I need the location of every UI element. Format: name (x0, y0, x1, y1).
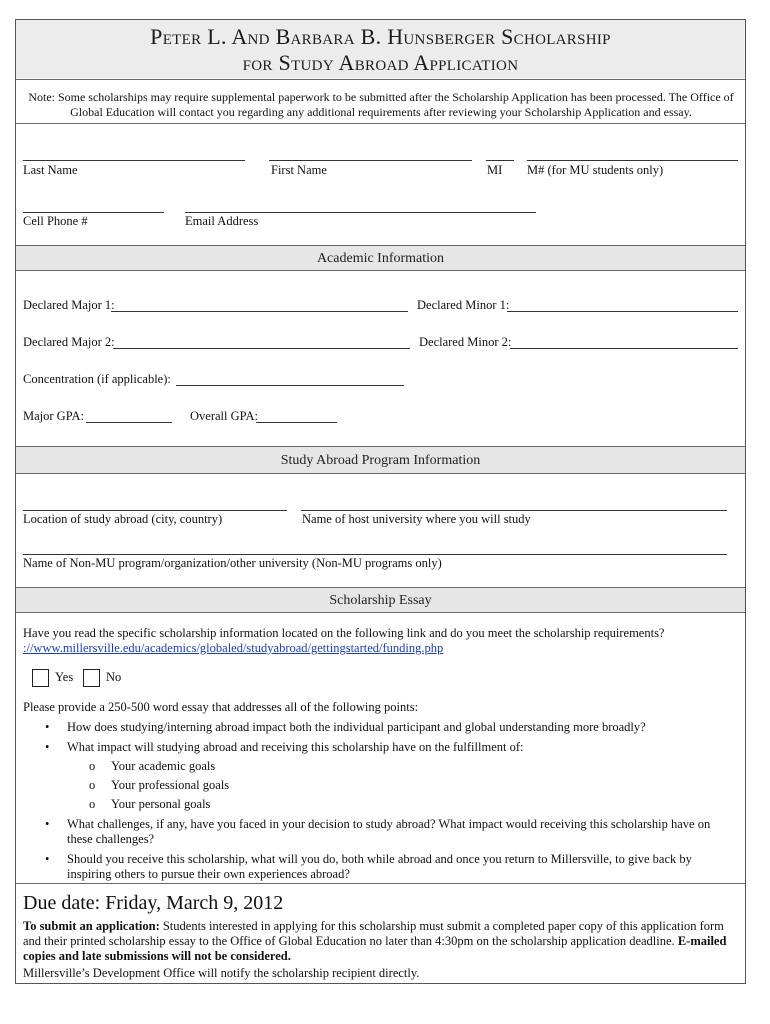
yes-label: Yes (55, 670, 74, 684)
submit-label: To submit an application: (23, 919, 160, 933)
bullet-icon: • (45, 852, 50, 866)
divider (16, 79, 745, 80)
location-field[interactable] (23, 510, 287, 511)
essay-point: • Should you receive this scholarship, what will you do, both while abroad and once you return to Millersville, to give back by inspiring others to pursue their own experiences abroad? (45, 852, 692, 881)
essay-prompt: Please provide a 250-500 word essay that addresses all of the following points: (23, 700, 419, 714)
requirements-question: Have you read the specific scholarship information located on the following link and do you meet the scholarship requirements? (23, 626, 665, 640)
cell-phone-field[interactable] (23, 212, 164, 213)
emailed-warning: E-mailed copies and late submissions will not be considered. (23, 934, 727, 963)
sub-bullet-icon: o (89, 797, 96, 811)
no-checkbox[interactable] (83, 669, 100, 687)
concentration-field[interactable] (176, 385, 404, 386)
form-title-line2: for Study Abroad Application (242, 50, 519, 75)
submit-text: Students interested in applying for this scholarship must submit a completed paper copy of this application form and their printed scholarship essay to the Office of Global Education no later than 4:30pm on the scholarship application deadline. (23, 919, 724, 948)
concentration-label: Concentration (if applicable): (23, 372, 171, 386)
overall-gpa-field[interactable] (256, 422, 337, 423)
sub-bullet-icon: o (89, 778, 96, 792)
first-name-label: First Name (271, 163, 327, 177)
host-university-label: Name of host university where you will study (302, 512, 531, 526)
major-gpa-field[interactable] (86, 422, 172, 423)
first-name-field[interactable] (269, 160, 472, 161)
mi-label: MI (487, 163, 503, 177)
major1-label: Declared Major 1: (23, 298, 115, 312)
essay-point: • What challenges, if any, have you faced in your decision to study abroad? What impact would receiving this scholarship have on these challenges? (45, 817, 711, 846)
divider (16, 123, 745, 124)
non-mu-program-field[interactable] (23, 554, 727, 555)
note-text: Note: Some scholarships may require supplemental paperwork to be submitted after the Scholarship Application has been processed. The Office of Global Education will contact you regarding any additional requirements after reviewing your Scholarship Application and essay. (28, 90, 734, 119)
major1-field[interactable] (111, 311, 408, 312)
major2-label: Declared Major 2: (23, 335, 115, 349)
last-name-label: Last Name (23, 163, 78, 177)
major-gpa-label: Major GPA: (23, 409, 85, 423)
last-name-field[interactable] (23, 160, 245, 161)
overall-gpa-label: Overall GPA: (190, 409, 258, 423)
minor1-label: Declared Minor 1: (417, 298, 510, 312)
notification-text: Millersville’s Development Office will notify the scholarship recipient directly. (23, 966, 420, 980)
mi-field[interactable] (486, 160, 514, 161)
essay-points-list (23, 720, 739, 882)
location-label: Location of study abroad (city, country) (23, 512, 223, 526)
academic-section-heading: Academic Information (16, 245, 745, 271)
essay-subpoint: o Your academic goals (89, 759, 216, 773)
major2-field[interactable] (113, 348, 410, 349)
study-abroad-section-heading: Study Abroad Program Information (16, 446, 745, 474)
yes-checkbox[interactable] (32, 669, 49, 687)
email-field[interactable] (185, 212, 536, 213)
due-date-heading: Due date: Friday, March 9, 2012 (23, 892, 284, 914)
submission-instructions (23, 919, 739, 964)
sub-bullet-icon: o (89, 759, 96, 773)
host-university-field[interactable] (301, 510, 727, 511)
essay-point: • What impact will studying abroad and receiving this scholarship have on the fulfillment of: (45, 740, 524, 754)
email-label: Email Address (185, 214, 259, 228)
bullet-icon: • (45, 817, 50, 831)
non-mu-program-label: Name of Non-MU program/organization/other university (Non-MU programs only) (23, 556, 442, 570)
mnumber-label: M# (for MU students only) (527, 163, 664, 177)
minor2-label: Declared Minor 2: (419, 335, 512, 349)
mnumber-field[interactable] (527, 160, 738, 161)
bullet-icon: • (45, 720, 50, 734)
funding-link[interactable]: ://www.millersville.edu/academics/globaled/studyabroad/gettingstarted/funding.php (23, 641, 444, 655)
essay-section-heading: Scholarship Essay (16, 587, 745, 613)
essay-subpoint: o Your personal goals (89, 797, 211, 811)
divider (16, 883, 745, 884)
title-band (16, 20, 745, 78)
minor2-field[interactable] (510, 348, 738, 349)
bullet-icon: • (45, 740, 50, 754)
no-label: No (106, 670, 122, 684)
minor1-field[interactable] (507, 311, 738, 312)
cell-phone-label: Cell Phone # (23, 214, 88, 228)
essay-point: • How does studying/interning abroad impact both the individual participant and global understanding more broadly? (45, 720, 646, 734)
form-title-line1: Peter L. And Barbara B. Hunsberger Scholarship (150, 24, 611, 49)
essay-subpoint: o Your professional goals (89, 778, 230, 792)
